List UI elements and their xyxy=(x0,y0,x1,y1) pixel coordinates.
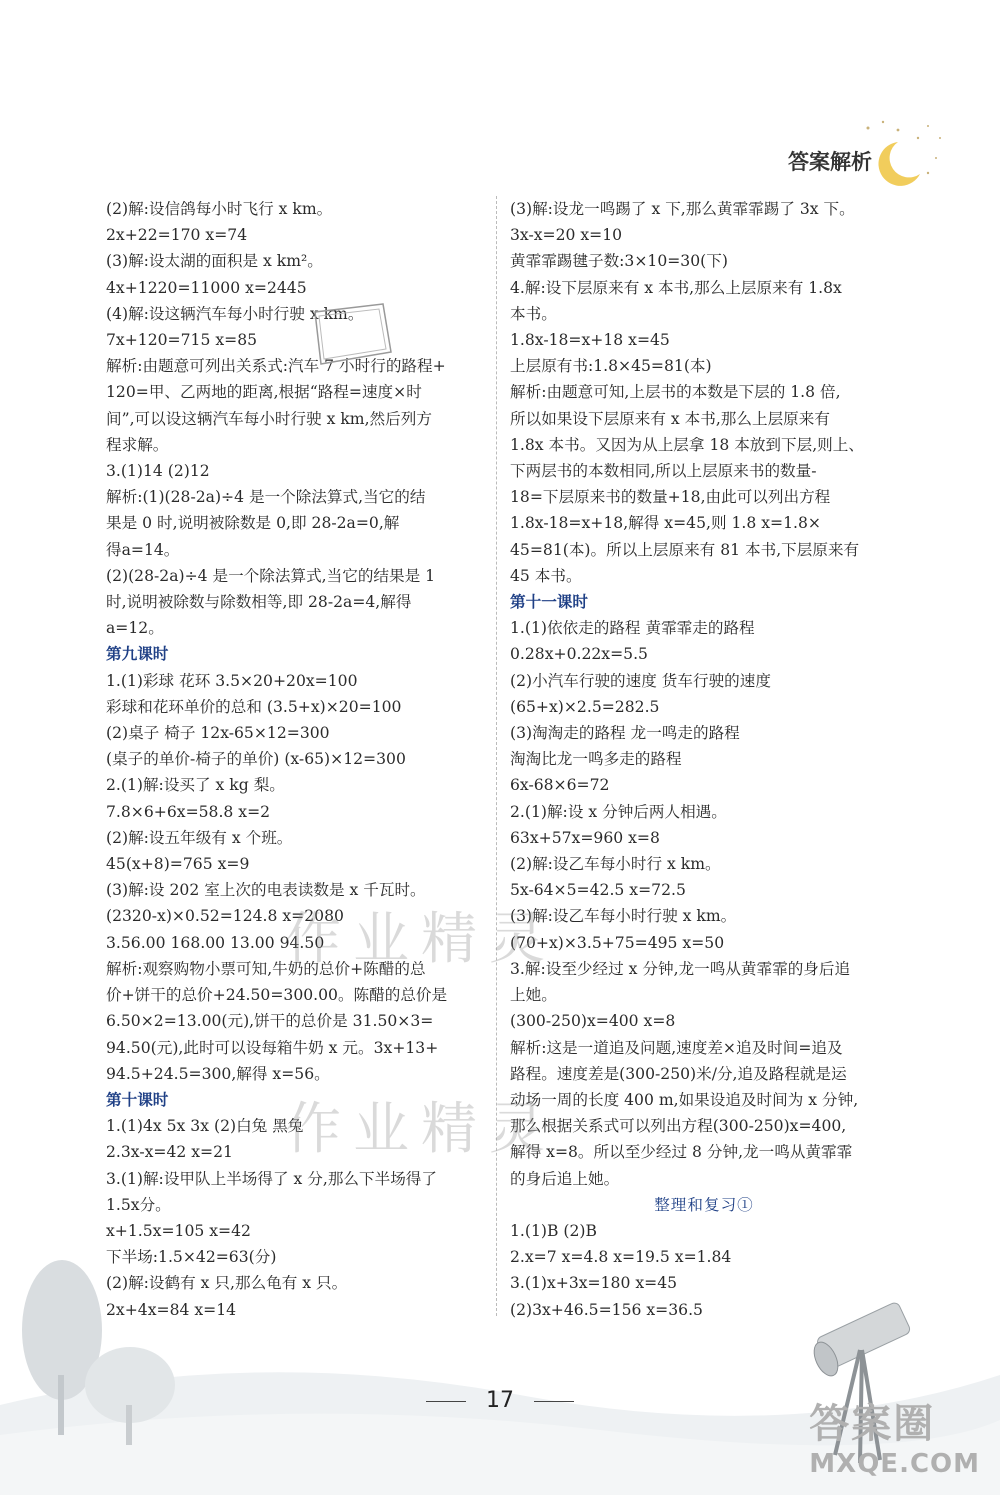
answer-line: x+1.5x=105 x=42 xyxy=(106,1221,251,1240)
analysis-line: 解析:由题意可列出关系式:汽车 7 小时行的路程+ xyxy=(106,357,446,376)
answer-line: 7x+120=715 x=85 xyxy=(106,331,258,350)
section-heading: 第十课时 xyxy=(106,1089,169,1109)
answer-line: (2)3x+46.5=156 x=36.5 xyxy=(510,1300,703,1319)
answer-line: 1.(1)依依走的路程 黄霏霏走的路程 xyxy=(510,619,755,638)
answer-line: (3)解:设乙车每小时行驶 x km。 xyxy=(510,907,737,926)
answer-line: (2320-x)×0.52=124.8 x=2080 xyxy=(106,907,344,926)
answer-line: 1.(1)4x 5x 3x (2)白兔 黑兔 xyxy=(106,1117,304,1136)
analysis-line: 94.5+24.5=300,解得 x=56。 xyxy=(106,1064,330,1083)
right-answer-column xyxy=(510,196,898,1323)
analysis-line: 6.50×2=13.00(元),饼干的总价是 31.50×3= xyxy=(106,1012,434,1031)
answer-line: 上她。 xyxy=(510,986,557,1005)
answer-line: 淘淘比龙一鸣多走的路程 xyxy=(510,750,682,769)
answer-line: 6x-68×6=72 xyxy=(510,776,610,795)
answer-line: (2)解:设五年级有 x 个班。 xyxy=(106,828,293,847)
answer-line: 黄霏霏踢毽子数:3×10=30(下) xyxy=(510,252,728,271)
watermark: 作业精灵 xyxy=(285,907,557,972)
analysis-line: a=12。 xyxy=(106,619,164,638)
answer-line: 下半场:1.5×42=63(分) xyxy=(106,1248,277,1267)
answer-line: (2)解:设鹤有 x 只,那么龟有 x 只。 xyxy=(106,1274,348,1293)
answer-line: 1.5x分。 xyxy=(106,1195,171,1214)
answer-line: (3)淘淘走的路程 龙一鸣走的路程 xyxy=(510,724,740,743)
answer-line: (65+x)×2.5=282.5 xyxy=(510,697,660,716)
analysis-line: 120=甲、乙两地的距离,根据“路程=速度×时 xyxy=(106,383,422,402)
analysis-line: 价+饼干的总价+24.50=300.00。陈醋的总价是 xyxy=(106,986,448,1005)
answer-line: 2.(1)解:设 x 分钟后两人相遇。 xyxy=(510,802,727,821)
section-heading: 第十一课时 xyxy=(510,592,588,612)
analysis-line: 程求解。 xyxy=(106,435,169,454)
stamp-badge xyxy=(305,300,395,370)
analysis-line: 果是 0 时,说明被除数是 0,即 28-2a=0,解 xyxy=(106,514,400,533)
analysis-line: 94.50(元),此时可以设每箱牛奶 x 元。3x+13+ xyxy=(106,1038,439,1057)
analysis-line: 45 本书。 xyxy=(510,566,582,585)
answer-line: (3)解:设太湖的面积是 x km²。 xyxy=(106,252,323,271)
answer-line: 彩球和花环单价的总和 (3.5+x)×20=100 xyxy=(106,697,402,716)
analysis-line: 间”,可以设这辆汽车每小时行驶 x km,然后列方 xyxy=(106,409,432,428)
answer-line: 3x-x=20 x=10 xyxy=(510,226,623,245)
analysis-line: 时,说明被除数与除数相等,即 28-2a=4,解得 xyxy=(106,593,412,612)
answer-line: 63x+57x=960 x=8 xyxy=(510,828,660,847)
analysis-line: 所以如果设下层原来有 x 本书,那么上层原来有 xyxy=(510,409,830,428)
answer-line: 3.解:设至少经过 x 分钟,龙一鸣从黄霏霏的身后追 xyxy=(510,959,851,978)
analysis-line: 45=81(本)。所以上层原来有 81 本书,下层原来有 xyxy=(510,540,860,559)
moon-icon xyxy=(858,118,948,188)
analysis-line: 18=下层原来书的数量+18,由此可以列出方程 xyxy=(510,488,831,507)
answer-line: 本书。 xyxy=(510,304,557,323)
answer-line: 3.(1)解:设甲队上半场得了 x 分,那么下半场得了 xyxy=(106,1169,437,1188)
analysis-line: 得a=14。 xyxy=(106,540,180,559)
section-heading-review: 整理和复习① xyxy=(654,1195,754,1214)
answer-line: 上层原有书:1.8×45=81(本) xyxy=(510,357,712,376)
answer-line: 1.8x-18=x+18 x=45 xyxy=(510,331,670,350)
answer-line: (2)解:设乙车每小时行 x km。 xyxy=(510,855,721,874)
answer-line: (桌子的单价-椅子的单价) (x-65)×12=300 xyxy=(106,750,406,769)
answer-line: 2.x=7 x=4.8 x=19.5 x=1.84 xyxy=(510,1248,732,1267)
answer-line: (3)解:设龙一鸣踢了 x 下,那么黄霏霏踢了 3x 下。 xyxy=(510,200,855,218)
analysis-line: (2)(28-2a)÷4 是一个除法算式,当它的结果是 1 xyxy=(106,566,436,585)
answer-line: 7.8×6+6x=58.8 x=2 xyxy=(106,802,271,821)
answer-line: 4.解:设下层原来有 x 本书,那么上层原来有 1.8x xyxy=(510,278,842,297)
answer-line: 3.(1)14 (2)12 xyxy=(106,462,210,481)
analysis-line: 解析:这是一道追及问题,速度差×追及时间=追及 xyxy=(510,1038,843,1057)
answer-line: 2x+4x=84 x=14 xyxy=(106,1300,237,1319)
answer-line: 3.56.00 168.00 13.00 94.50 xyxy=(106,933,325,952)
analysis-line: 解析:由题意可知,上层书的本数是下层的 1.8 倍, xyxy=(510,383,841,402)
page-number: 17 xyxy=(0,1388,1000,1413)
answer-line: (3)解:设 202 室上次的电表读数是 x 千瓦时。 xyxy=(106,881,426,900)
site-logo: 答案圈 MXQE.COM xyxy=(809,1401,980,1479)
analysis-line: 路程。速度差是(300-250)米/分,追及路程就是运 xyxy=(510,1064,847,1083)
answer-line: 3.(1)x+3x=180 x=45 xyxy=(510,1274,678,1293)
analysis-line: 解析:(1)(28-2a)÷4 是一个除法算式,当它的结 xyxy=(106,488,426,507)
answer-line: 2x+22=170 x=74 xyxy=(106,226,248,245)
analysis-line: 解析:观察购物小票可知,牛奶的总价+陈醋的总 xyxy=(106,959,426,978)
answer-line: 5x-64×5=42.5 x=72.5 xyxy=(510,881,686,900)
answer-line: 45(x+8)=765 x=9 xyxy=(106,855,250,874)
page-header-title: 答案解析 xyxy=(788,150,872,174)
analysis-line: 解得 x=8。所以至少经过 8 分钟,龙一鸣从黄霏霏 xyxy=(510,1143,853,1162)
answer-line: (2)解:设信鸽每小时飞行 x km。 xyxy=(106,200,333,218)
answer-line: 4x+1220=11000 x=2445 xyxy=(106,278,307,297)
answer-line: (300-250)x=400 x=8 xyxy=(510,1012,676,1031)
analysis-line: 动场一周的长度 400 m,如果设追及时间为 x 分钟, xyxy=(510,1090,859,1109)
section-heading: 第九课时 xyxy=(106,644,169,664)
answer-line: (2)小汽车行驶的速度 货车行驶的速度 xyxy=(510,671,771,690)
answer-line: (2)桌子 椅子 12x-65×12=300 xyxy=(106,724,330,743)
analysis-line: 下两层书的本数相同,所以上层原来书的数量- xyxy=(510,462,817,481)
analysis-line: 1.8x-18=x+18,解得 x=45,则 1.8 x=1.8× xyxy=(510,514,821,533)
answer-line: 2.(1)解:设买了 x kg 梨。 xyxy=(106,776,285,795)
answer-line: 1.(1)彩球 花环 3.5×20+20x=100 xyxy=(106,671,358,690)
answer-line: 2.3x-x=42 x=21 xyxy=(106,1143,233,1162)
answer-line: 1.(1)B (2)B xyxy=(510,1221,597,1240)
analysis-line: 那么根据关系式可以列出方程(300-250)x=400, xyxy=(510,1117,847,1136)
answer-line: (70+x)×3.5+75=495 x=50 xyxy=(510,933,725,952)
analysis-line: 的身后追上她。 xyxy=(510,1169,620,1188)
analysis-line: 1.8x 本书。又因为从上层拿 18 本放到下层,则上、 xyxy=(510,435,864,454)
answer-line: (4)解:设这辆汽车每小时行驶 x km。 xyxy=(106,304,364,323)
answer-line: 0.28x+0.22x=5.5 xyxy=(510,645,648,664)
watermark: 作业精灵 xyxy=(285,1097,557,1162)
